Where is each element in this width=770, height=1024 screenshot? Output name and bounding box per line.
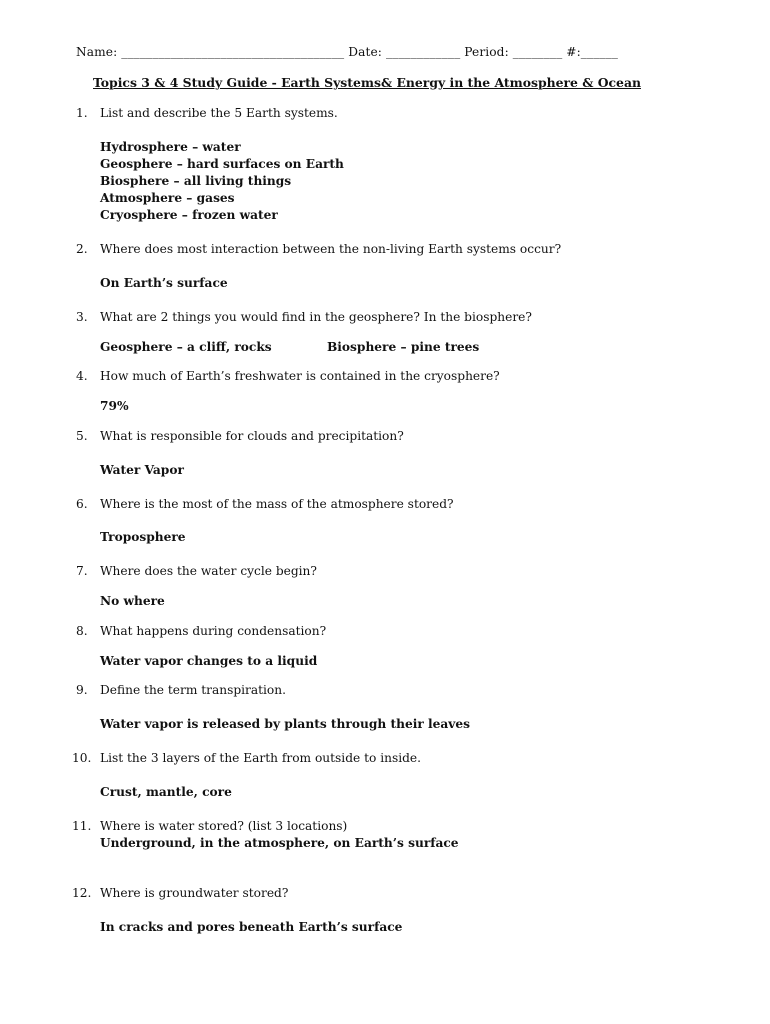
question-number: 3. <box>76 310 88 324</box>
question-text: Where is the most of the mass of the atmosphere stored? <box>100 497 454 511</box>
answer-line: Troposphere <box>100 530 186 544</box>
answer-line: Water vapor changes to a liquid <box>100 654 318 668</box>
question-number: 4. <box>76 369 88 383</box>
question-number: 10. <box>72 751 92 765</box>
question-number: 11. <box>72 819 92 833</box>
answer-line: Hydrosphere – water <box>100 140 241 154</box>
question-number: 8. <box>76 624 88 638</box>
question-text: What happens during condensation? <box>100 624 327 638</box>
name-date-period-header: Name: ____________________________________ Date: ____________ Period: ________ #:______ <box>76 45 618 59</box>
answer-line: Underground, in the atmosphere, on Earth’s surface <box>100 836 459 850</box>
question-text: Define the term transpiration. <box>100 683 286 697</box>
question-number: 9. <box>76 683 88 697</box>
question-number: 1. <box>76 106 88 120</box>
question-text: Where is groundwater stored? <box>100 886 289 900</box>
answer-line: 79% <box>100 399 129 413</box>
answer-line: In cracks and pores beneath Earth’s surface <box>100 920 403 934</box>
answer-line: Geosphere – hard surfaces on Earth <box>100 157 344 171</box>
answer-line: Biosphere – all living things <box>100 174 292 188</box>
question-text: What is responsible for clouds and precipitation? <box>100 429 404 443</box>
answer-line: Cryosphere – frozen water <box>100 208 278 222</box>
answer-line: Atmosphere – gases <box>100 191 235 205</box>
question-text: How much of Earth’s freshwater is contained in the cryosphere? <box>100 369 500 383</box>
answer-line: Water Vapor <box>100 463 184 477</box>
page-title: Topics 3 & 4 Study Guide - Earth Systems& Energy in the Atmosphere & Ocean <box>93 75 641 90</box>
answer-line: On Earth’s surface <box>100 276 228 290</box>
answer-line: No where <box>100 594 165 608</box>
question-number: 2. <box>76 242 88 256</box>
question-text: Where does most interaction between the non-living Earth systems occur? <box>100 242 562 256</box>
question-number: 7. <box>76 564 88 578</box>
question-number: 12. <box>72 886 92 900</box>
question-text: What are 2 things you would find in the geosphere? In the biosphere? <box>100 310 532 324</box>
answer-line: Crust, mantle, core <box>100 785 232 799</box>
answer-line: Water vapor is released by plants through their leaves <box>100 717 470 731</box>
answer-line: Biosphere – pine trees <box>327 340 480 354</box>
question-text: Where does the water cycle begin? <box>100 564 317 578</box>
answer-line: Geosphere – a cliff, rocks <box>100 340 272 354</box>
question-number: 6. <box>76 497 88 511</box>
question-text: List the 3 layers of the Earth from outside to inside. <box>100 751 421 765</box>
question-text: Where is water stored? (list 3 locations) <box>100 819 348 833</box>
question-number: 5. <box>76 429 88 443</box>
question-text: List and describe the 5 Earth systems. <box>100 106 338 120</box>
